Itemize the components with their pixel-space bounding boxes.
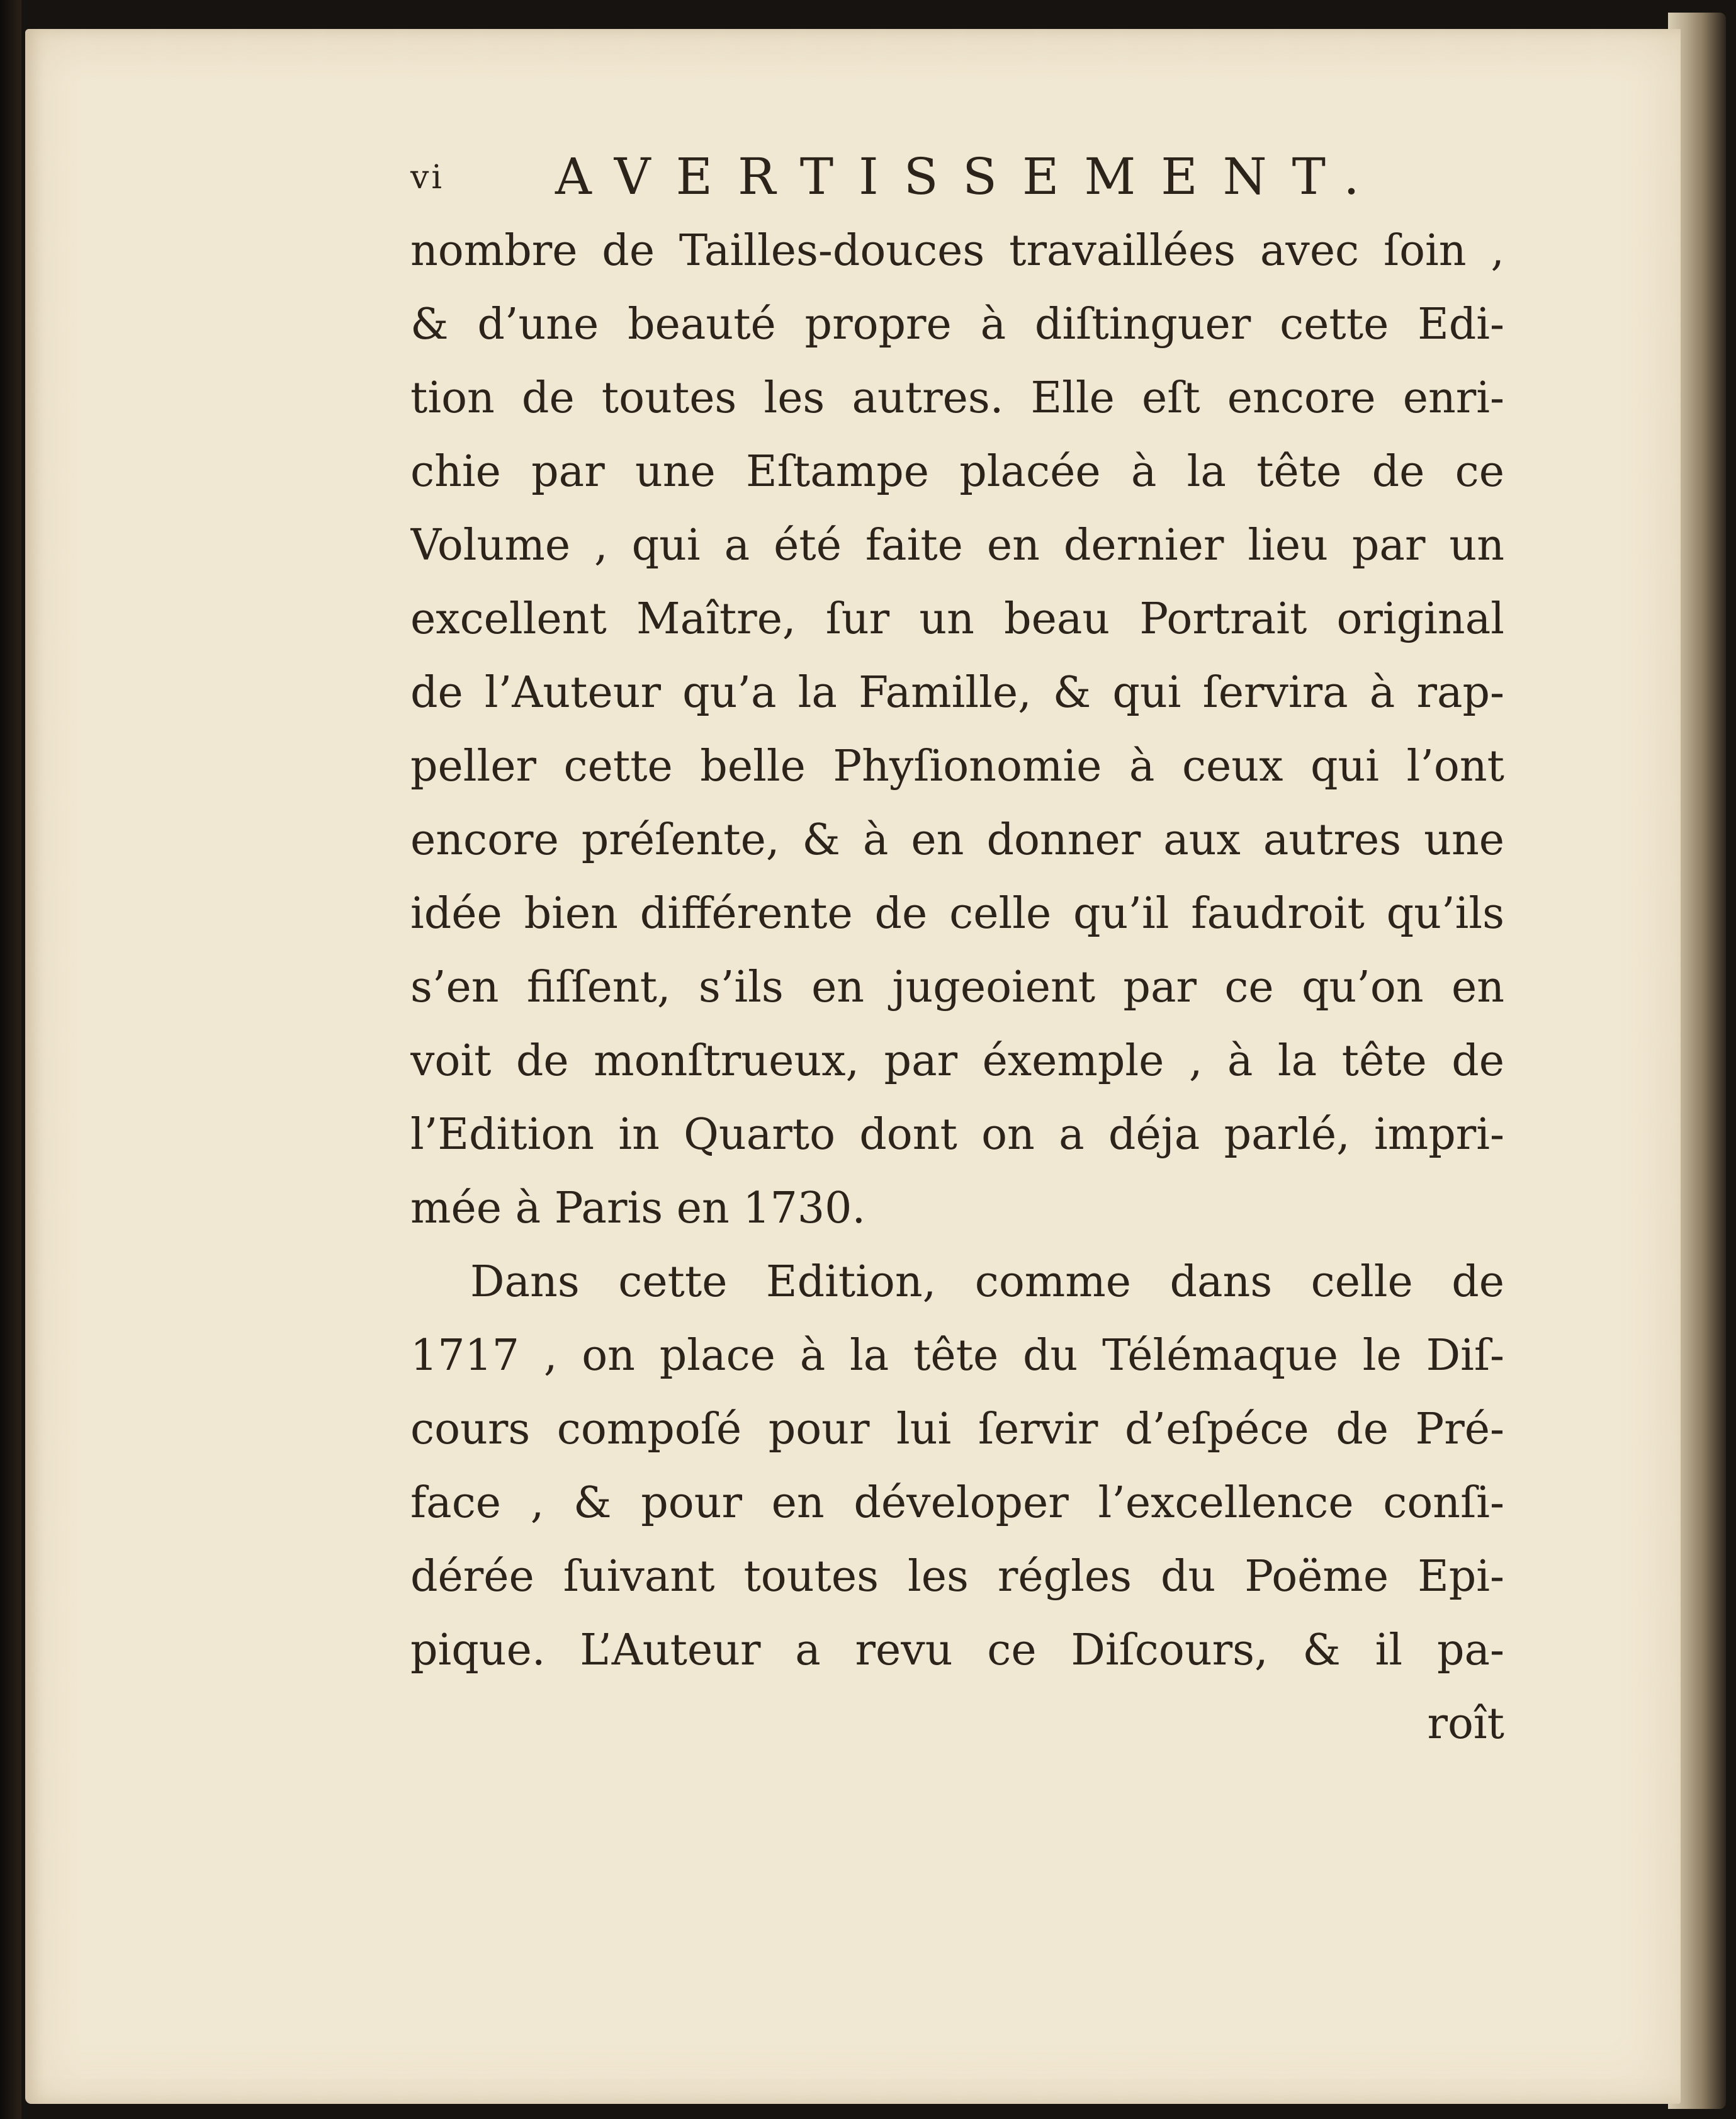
text-line: pique. L’Auteur a revu ce Diſcours, & il pa- <box>410 1625 1504 1675</box>
catchword: roît <box>1427 1699 1504 1749</box>
text-line: excellent Maître, ſur un beau Portrait original <box>410 594 1504 644</box>
text-line: 1717 , on place à la tête du Télémaque le Diſ- <box>410 1331 1504 1381</box>
text-line: idée bien différente de celle qu’il faudroit qu’ils <box>410 889 1504 939</box>
text-line: Dans cette Edition, comme dans celle de <box>470 1257 1504 1307</box>
text-line: chie par une Eſtampe placée à la tête de ce <box>410 447 1504 497</box>
text-line: & d’une beauté propre à diſtinguer cette Edi- <box>410 300 1504 349</box>
binding-shadow <box>0 0 21 2119</box>
text-block <box>410 138 1504 1761</box>
text-line: de l’Auteur qu’a la Famille, & qui ſervira à rap- <box>410 668 1504 718</box>
text-line: face , & pour en déveloper l’excellence conſi- <box>410 1478 1504 1528</box>
text-line: cours compoſé pour lui ſervir d’eſpéce de Pré- <box>410 1404 1504 1454</box>
text-line: dérée ſuivant toutes les régles du Poëme Epi- <box>410 1552 1504 1602</box>
text-line: mée à Paris en 1730. <box>410 1184 866 1233</box>
running-head <box>410 138 1504 214</box>
text-line: voit de monſtrueux, par éxemple , à la tête de <box>410 1036 1504 1086</box>
text-line: Volume , qui a été faite en dernier lieu par un <box>410 521 1504 570</box>
text-line: nombre de Tailles-douces travaillées avec ſoin , <box>410 226 1504 276</box>
paragraph-1 <box>410 214 1504 1245</box>
paragraph-2 <box>410 1245 1504 1687</box>
text-line: peller cette belle Phyſionomie à ceux qui l’ont <box>410 742 1504 791</box>
page-number: vi <box>410 159 445 196</box>
text-line: encore préſente, & à en donner aux autres une <box>410 815 1504 865</box>
text-line: l’Edition in Quarto dont on a déja parlé, impri- <box>410 1110 1504 1160</box>
text-line: tion de toutes les autres. Elle eſt encore enri- <box>410 373 1504 423</box>
running-title: AVERTISSEMENT. <box>555 147 1385 206</box>
text-line: s’en fiſſent, s’ils en jugeoient par ce qu’on en <box>410 963 1504 1012</box>
